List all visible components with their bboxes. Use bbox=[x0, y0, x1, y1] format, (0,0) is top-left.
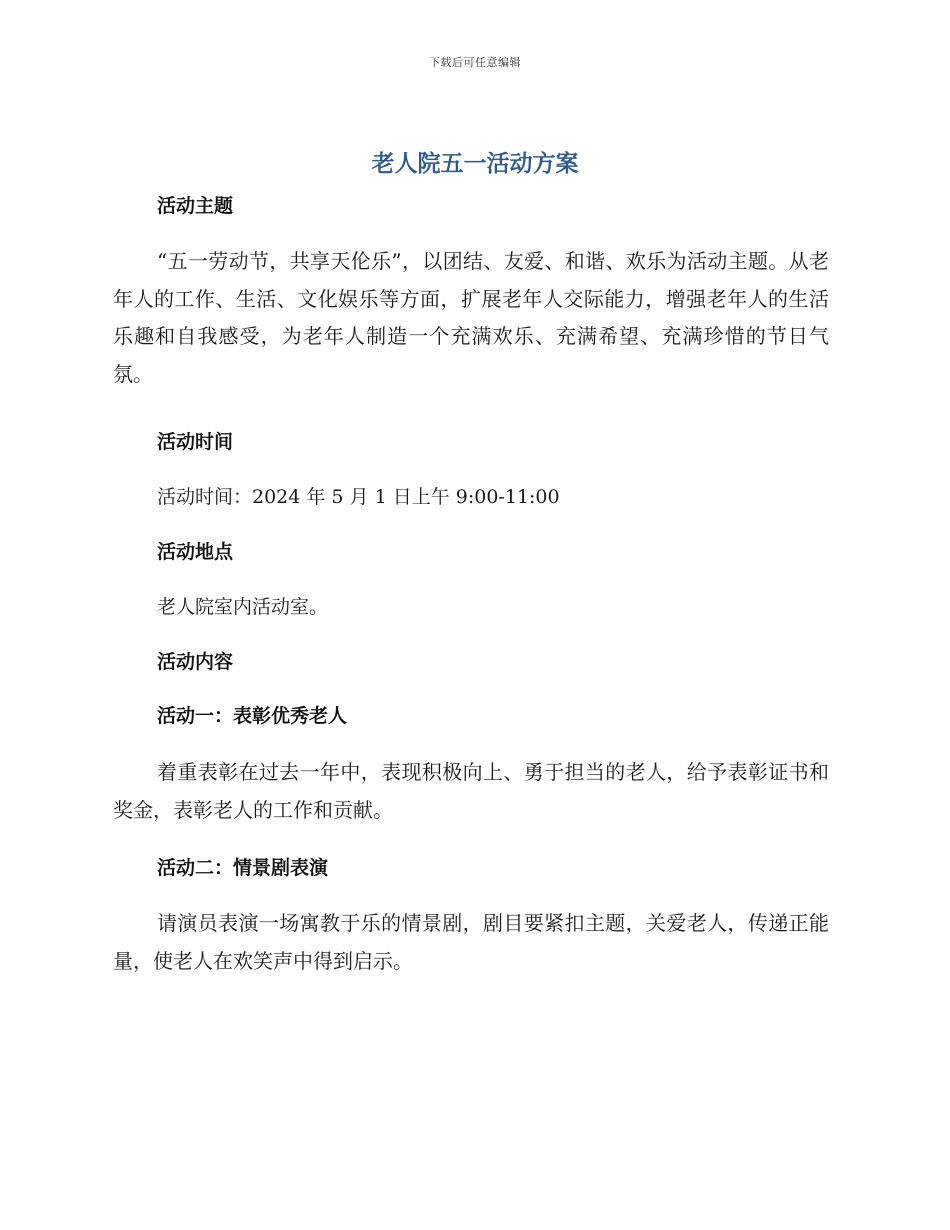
section-heading-theme: 活动主题 bbox=[157, 195, 234, 217]
header-note: 下载后可任意编辑 bbox=[429, 56, 521, 69]
section-heading-activity2: 活动二：情景剧表演 bbox=[157, 857, 329, 879]
section-heading-activity1: 活动一：表彰优秀老人 bbox=[157, 705, 348, 727]
section-heading-content: 活动内容 bbox=[157, 651, 234, 673]
page-title: 老人院五一活动方案 bbox=[371, 151, 579, 177]
section-body-activity1: 着重表彰在过去一年中，表现积极向上、勇于担当的老人，给予表彰证书和奖金，表彰老人的工作和贡献。 bbox=[113, 760, 829, 822]
section-body-theme: “五一劳动节，共享天伦乐”，以团结、友爱、和谐、欢乐为活动主题。从老年人的工作、生活、文化娱乐等方面，扩展老年人交际能力，增强老年人的生活乐趣和自我感受，为老年人制造一个充满欢乐、充满希望、充满珍惜的节日气氛。 bbox=[113, 249, 829, 386]
section-body-place: 老人院室内活动室。 bbox=[157, 596, 329, 618]
section-body-activity2: 请演员表演一场寓教于乐的情景剧，剧目要紧扣主题，关爱老人，传递正能量，使老人在欢笑声中得到启示。 bbox=[113, 911, 829, 973]
section-heading-time: 活动时间 bbox=[157, 431, 234, 453]
section-heading-place: 活动地点 bbox=[157, 541, 234, 563]
section-body-time: 活动时间：2024 年 5 月 1 日上午 9:00-11:00 bbox=[157, 486, 560, 508]
